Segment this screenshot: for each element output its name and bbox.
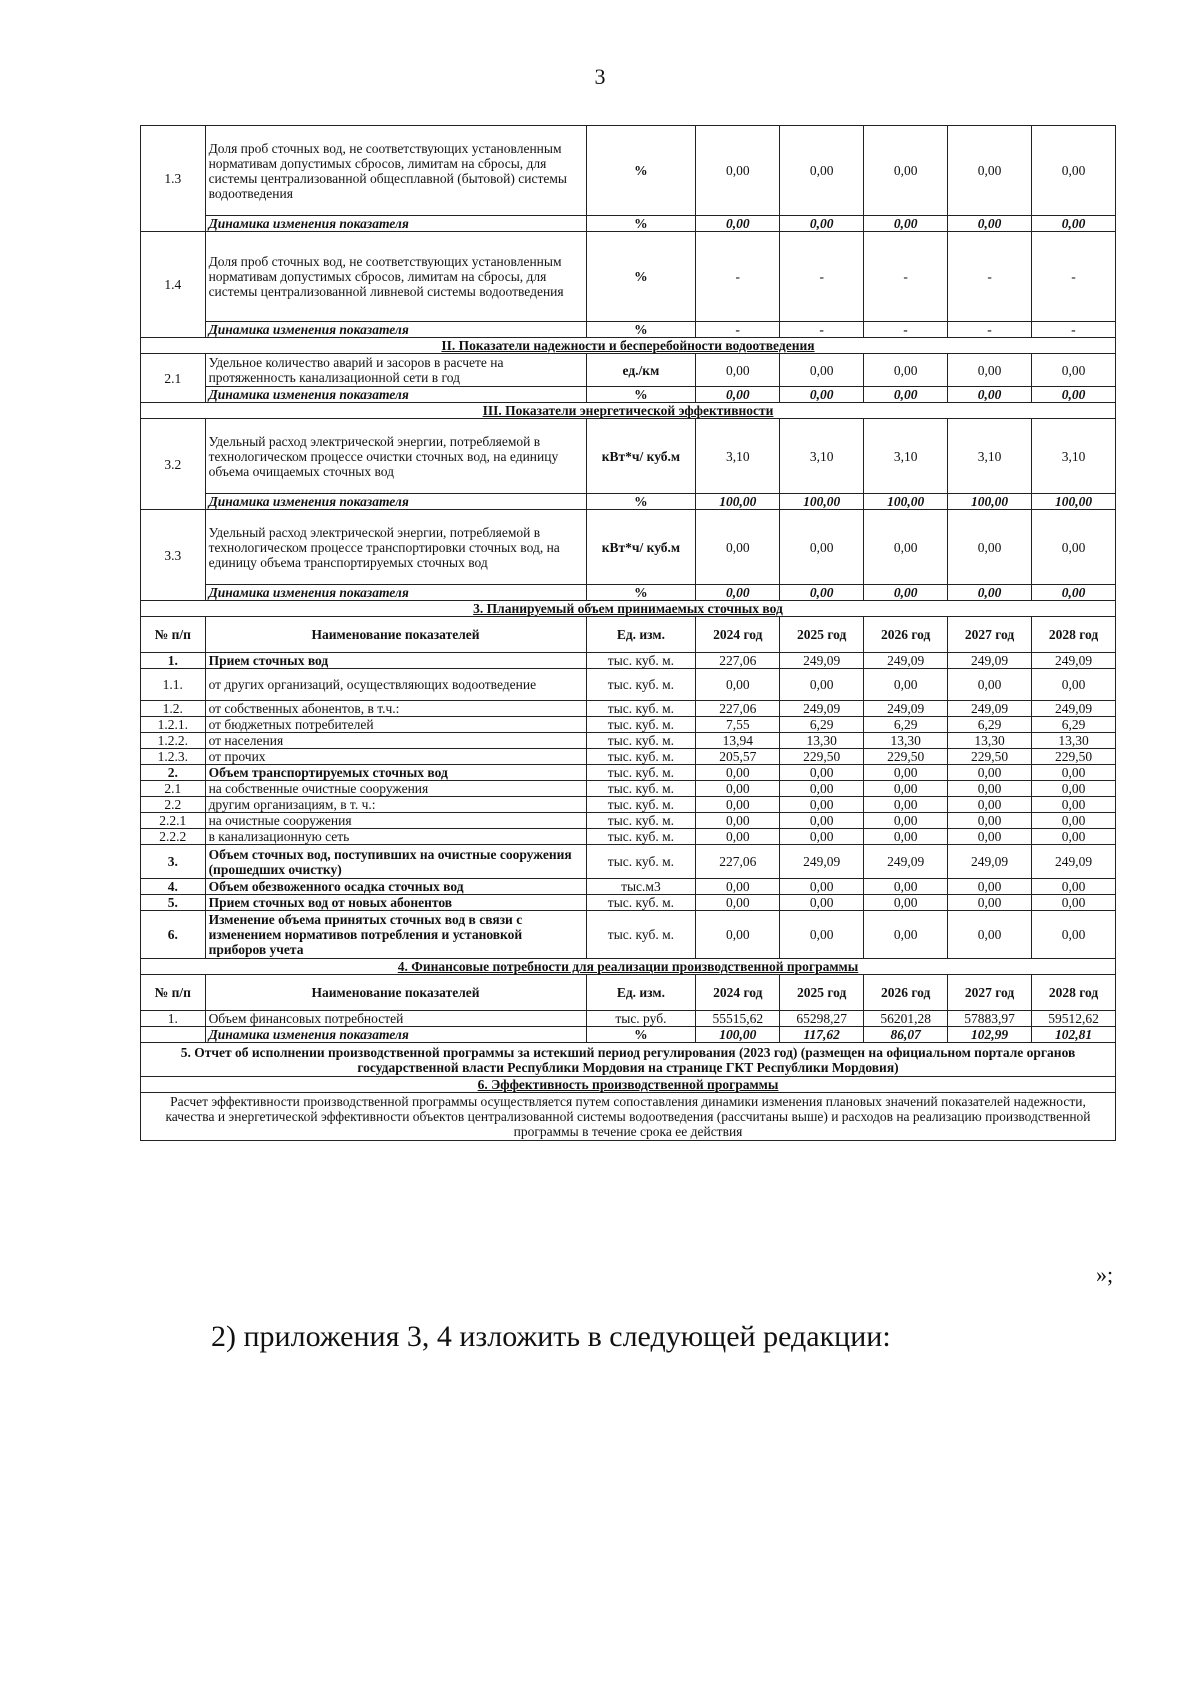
- indicator-name: Объем сточных вод, поступивших на очистные сооружения (прошедших очистку): [205, 845, 586, 879]
- dynamics-value: 0,00: [864, 216, 948, 232]
- row-number: 1.: [141, 653, 206, 669]
- value-cell: 0,00: [948, 813, 1032, 829]
- row-number: 2.2.1: [141, 813, 206, 829]
- volume-row: [141, 765, 1116, 781]
- value-cell: 0,00: [948, 797, 1032, 813]
- section-3-title-cell: III. Показатели энергетической эффективности: [141, 403, 1116, 419]
- unit-cell: %: [586, 585, 696, 601]
- indicator-name: Доля проб сточных вод, не соответствующих установленным нормативам допустимых сбросов, лимитам на сбросы, для системы централизованной общесплавной (бытовой) системы водоотведения: [205, 126, 586, 216]
- page-number: 3: [594, 64, 606, 89]
- value-cell: 0,00: [780, 765, 864, 781]
- row-number: 2.: [141, 765, 206, 781]
- dynamics-value: 0,00: [948, 585, 1032, 601]
- indicator-name: Доля проб сточных вод, не соответствующих установленным нормативам допустимых сбросов, лимитам на сбросы, для системы централизованной ливневой системы водоотведения: [205, 232, 586, 322]
- volume-row: [141, 781, 1116, 797]
- indicator-name: от населения: [205, 733, 586, 749]
- value-cell: 0,00: [948, 879, 1032, 895]
- row-number: 1.2.1.: [141, 717, 206, 733]
- value-cell: 0,00: [696, 781, 780, 797]
- value-cell: 249,09: [948, 653, 1032, 669]
- dynamics-value: 100,00: [696, 1027, 780, 1043]
- dynamics-value: -: [780, 322, 864, 338]
- value-cell: 0,00: [1032, 354, 1116, 387]
- value-cell: 0,00: [864, 829, 948, 845]
- dynamics-row: [141, 585, 1116, 601]
- value-cell: 249,09: [948, 845, 1032, 879]
- row-number: 3.: [141, 845, 206, 879]
- value-cell: 65298,27: [780, 1011, 864, 1027]
- volume-row: [141, 879, 1116, 895]
- header-year: 2027 год: [948, 975, 1032, 1011]
- value-cell: 56201,28: [864, 1011, 948, 1027]
- value-cell: 0,00: [1032, 797, 1116, 813]
- value-cell: 0,00: [1032, 911, 1116, 959]
- header-year: 2025 год: [780, 975, 864, 1011]
- unit-cell: тыс. куб. м.: [586, 717, 696, 733]
- section-volume-title: [141, 601, 1116, 617]
- dynamics-label: Динамика изменения показателя: [205, 387, 586, 403]
- dynamics-value: 0,00: [696, 585, 780, 601]
- dynamics-value: 0,00: [780, 387, 864, 403]
- indicator-name: в канализационную сеть: [205, 829, 586, 845]
- unit-cell: %: [586, 126, 696, 216]
- section-5-row: [141, 1043, 1116, 1077]
- section-2-title: [141, 338, 1116, 354]
- row-number: 1.2.2.: [141, 733, 206, 749]
- value-cell: -: [864, 232, 948, 322]
- value-cell: 0,00: [864, 669, 948, 701]
- value-cell: 0,00: [696, 126, 780, 216]
- value-cell: 59512,62: [1032, 1011, 1116, 1027]
- value-cell: 0,00: [780, 911, 864, 959]
- dynamics-value: 0,00: [696, 216, 780, 232]
- header-name: Наименование показателей: [205, 975, 586, 1011]
- value-cell: 0,00: [780, 126, 864, 216]
- value-cell: 3,10: [1032, 419, 1116, 494]
- header-row: [141, 975, 1116, 1011]
- unit-cell: тыс. руб.: [586, 1011, 696, 1027]
- dynamics-row: [141, 387, 1116, 403]
- value-cell: 55515,62: [696, 1011, 780, 1027]
- unit-cell: тыс. куб. м.: [586, 749, 696, 765]
- value-cell: 0,00: [864, 797, 948, 813]
- header-year: 2028 год: [1032, 617, 1116, 653]
- value-cell: 205,57: [696, 749, 780, 765]
- header-year: 2026 год: [864, 975, 948, 1011]
- value-cell: 3,10: [780, 419, 864, 494]
- value-cell: 13,30: [864, 733, 948, 749]
- indicator-name: от прочих: [205, 749, 586, 765]
- row-number: 3.2: [141, 419, 206, 510]
- value-cell: 0,00: [696, 813, 780, 829]
- value-cell: 0,00: [864, 354, 948, 387]
- value-cell: 13,30: [948, 733, 1032, 749]
- value-cell: 0,00: [780, 669, 864, 701]
- value-cell: 229,50: [864, 749, 948, 765]
- volume-row: [141, 717, 1116, 733]
- value-cell: 13,30: [1032, 733, 1116, 749]
- unit-cell: тыс. куб. м.: [586, 669, 696, 701]
- value-cell: 6,29: [948, 717, 1032, 733]
- indicators-table: [140, 125, 1116, 1141]
- value-cell: 0,00: [780, 510, 864, 585]
- unit-cell: %: [586, 216, 696, 232]
- header-year: 2025 год: [780, 617, 864, 653]
- volume-row: [141, 829, 1116, 845]
- finance-row: [141, 1011, 1116, 1027]
- indicator-name: Прием сточных вод: [205, 653, 586, 669]
- dynamics-value: 0,00: [1032, 387, 1116, 403]
- row-number: 3.3: [141, 510, 206, 601]
- value-cell: 0,00: [1032, 879, 1116, 895]
- volume-row: [141, 701, 1116, 717]
- header-year: 2027 год: [948, 617, 1032, 653]
- dynamics-value: 86,07: [864, 1027, 948, 1043]
- dynamics-value: 100,00: [696, 494, 780, 510]
- volume-row: [141, 911, 1116, 959]
- indicator-name: Изменение объема принятых сточных вод в связи с изменением нормативов потребления и установкой приборов учета: [205, 911, 586, 959]
- volume-row: [141, 669, 1116, 701]
- header-num: № п/п: [141, 975, 206, 1011]
- value-cell: 0,00: [1032, 813, 1116, 829]
- indicator-name: от бюджетных потребителей: [205, 717, 586, 733]
- value-cell: 0,00: [1032, 781, 1116, 797]
- closing-paragraph: 2) приложения 3, 4 изложить в следующей редакции:: [211, 1320, 891, 1353]
- dynamics-row: [141, 216, 1116, 232]
- value-cell: 249,09: [948, 701, 1032, 717]
- indicator-name: Объем финансовых потребностей: [205, 1011, 586, 1027]
- unit-cell: тыс. куб. м.: [586, 701, 696, 717]
- value-cell: 57883,97: [948, 1011, 1032, 1027]
- row-number: 1.2.3.: [141, 749, 206, 765]
- dynamics-value: 0,00: [864, 585, 948, 601]
- unit-cell: %: [586, 387, 696, 403]
- unit-cell: тыс. куб. м.: [586, 765, 696, 781]
- value-cell: 0,00: [1032, 765, 1116, 781]
- value-cell: 13,30: [780, 733, 864, 749]
- row-number: 2.1: [141, 781, 206, 797]
- volume-row: [141, 797, 1116, 813]
- dynamics-value: 100,00: [1032, 494, 1116, 510]
- value-cell: 0,00: [948, 669, 1032, 701]
- indicator-row: [141, 354, 1116, 387]
- unit-cell: %: [586, 232, 696, 322]
- dynamics-value: 0,00: [780, 585, 864, 601]
- indicator-name: Удельный расход электрической энергии, потребляемой в технологическом процессе очистки сточных вод, на единицу объема очищаемых сточных вод: [205, 419, 586, 494]
- header-year: 2026 год: [864, 617, 948, 653]
- dynamics-value: -: [864, 322, 948, 338]
- empty-cell: [141, 1027, 206, 1043]
- indicator-row: [141, 232, 1116, 322]
- dynamics-label: Динамика изменения показателя: [205, 322, 586, 338]
- section-volume-title-cell: 3. Планируемый объем принимаемых сточных вод: [141, 601, 1116, 617]
- volume-row: [141, 845, 1116, 879]
- value-cell: 0,00: [948, 911, 1032, 959]
- value-cell: 0,00: [696, 879, 780, 895]
- section-finance-title: [141, 959, 1116, 975]
- value-cell: 6,29: [1032, 717, 1116, 733]
- value-cell: 0,00: [696, 797, 780, 813]
- indicator-name: на собственные очистные сооружения: [205, 781, 586, 797]
- value-cell: 249,09: [864, 701, 948, 717]
- value-cell: 0,00: [864, 879, 948, 895]
- value-cell: 13,94: [696, 733, 780, 749]
- section-2-title-cell: II. Показатели надежности и бесперебойности водоотведения: [141, 338, 1116, 354]
- dynamics-value: 102,81: [1032, 1027, 1116, 1043]
- volume-row: [141, 653, 1116, 669]
- volume-row: [141, 749, 1116, 765]
- value-cell: 0,00: [864, 765, 948, 781]
- value-cell: 3,10: [948, 419, 1032, 494]
- unit-cell: кВт*ч/ куб.м: [586, 419, 696, 494]
- section-6-text: Расчет эффективности производственной программы осуществляется путем сопоставления динамики изменения плановых значений показателей надежности, качества и энергетической эффективности объектов централизованной системы водоотведения (рассчитаны выше) и расходов на реализацию производственной программы в течение срока ее действия: [141, 1093, 1116, 1141]
- value-cell: 249,09: [864, 845, 948, 879]
- row-number: 1.2.: [141, 701, 206, 717]
- value-cell: 0,00: [696, 354, 780, 387]
- unit-cell: тыс. куб. м.: [586, 911, 696, 959]
- unit-cell: тыс. куб. м.: [586, 653, 696, 669]
- value-cell: 0,00: [864, 895, 948, 911]
- section-6-title-cell: 6. Эффективность производственной программы: [141, 1077, 1116, 1093]
- value-cell: 0,00: [780, 895, 864, 911]
- indicator-row: [141, 510, 1116, 585]
- value-cell: 0,00: [864, 813, 948, 829]
- unit-cell: %: [586, 494, 696, 510]
- value-cell: 249,09: [780, 701, 864, 717]
- value-cell: 249,09: [780, 845, 864, 879]
- value-cell: 0,00: [1032, 510, 1116, 585]
- value-cell: 3,10: [696, 419, 780, 494]
- dynamics-value: 102,99: [948, 1027, 1032, 1043]
- value-cell: 249,09: [780, 653, 864, 669]
- value-cell: 0,00: [948, 829, 1032, 845]
- volume-row: [141, 813, 1116, 829]
- value-cell: 0,00: [696, 829, 780, 845]
- dynamics-value: 0,00: [948, 387, 1032, 403]
- value-cell: 0,00: [864, 911, 948, 959]
- dynamics-value: 100,00: [948, 494, 1032, 510]
- indicator-row: [141, 419, 1116, 494]
- unit-cell: тыс. куб. м.: [586, 895, 696, 911]
- value-cell: 0,00: [780, 879, 864, 895]
- value-cell: 229,50: [948, 749, 1032, 765]
- value-cell: 0,00: [948, 895, 1032, 911]
- dynamics-label: Динамика изменения показателя: [205, 216, 586, 232]
- dynamics-value: -: [1032, 322, 1116, 338]
- value-cell: -: [1032, 232, 1116, 322]
- row-number: 1.: [141, 1011, 206, 1027]
- indicator-name: Удельный расход электрической энергии, потребляемой в технологическом процессе транспортировки сточных вод, на единицу объема транспортируемых сточных вод: [205, 510, 586, 585]
- dynamics-value: 100,00: [864, 494, 948, 510]
- dynamics-value: -: [948, 322, 1032, 338]
- value-cell: 0,00: [1032, 126, 1116, 216]
- dynamics-value: 0,00: [1032, 216, 1116, 232]
- indicator-row: [141, 126, 1116, 216]
- dynamics-label: Динамика изменения показателя: [205, 585, 586, 601]
- unit-cell: %: [586, 1027, 696, 1043]
- value-cell: 0,00: [780, 781, 864, 797]
- value-cell: 6,29: [864, 717, 948, 733]
- section-6-title: [141, 1077, 1116, 1093]
- unit-cell: тыс. куб. м.: [586, 829, 696, 845]
- value-cell: 227,06: [696, 845, 780, 879]
- value-cell: 0,00: [1032, 829, 1116, 845]
- row-number: 2.2: [141, 797, 206, 813]
- value-cell: 227,06: [696, 653, 780, 669]
- row-number: 1.4: [141, 232, 206, 338]
- dynamics-value: 0,00: [1032, 585, 1116, 601]
- unit-cell: тыс. куб. м.: [586, 813, 696, 829]
- value-cell: 0,00: [696, 765, 780, 781]
- finance-dynamics-row: [141, 1027, 1116, 1043]
- indicator-name: Объем обезвоженного осадка сточных вод: [205, 879, 586, 895]
- value-cell: 0,00: [864, 510, 948, 585]
- value-cell: 229,50: [780, 749, 864, 765]
- dynamics-value: 0,00: [696, 387, 780, 403]
- unit-cell: тыс.м3: [586, 879, 696, 895]
- unit-cell: кВт*ч/ куб.м: [586, 510, 696, 585]
- value-cell: 249,09: [1032, 653, 1116, 669]
- dynamics-value: 100,00: [780, 494, 864, 510]
- indicator-name: Удельное количество аварий и засоров в расчете на протяженность канализационной сети в год: [205, 354, 586, 387]
- header-name: Наименование показателей: [205, 617, 586, 653]
- value-cell: 0,00: [948, 781, 1032, 797]
- value-cell: 0,00: [948, 765, 1032, 781]
- section-3-title: [141, 403, 1116, 419]
- value-cell: 7,55: [696, 717, 780, 733]
- value-cell: 0,00: [696, 895, 780, 911]
- dynamics-row: [141, 494, 1116, 510]
- dynamics-value: 0,00: [780, 216, 864, 232]
- closing-quote-mark: »;: [1096, 1262, 1114, 1287]
- value-cell: 0,00: [780, 813, 864, 829]
- unit-cell: ед./км: [586, 354, 696, 387]
- row-number: 2.2.2: [141, 829, 206, 845]
- section-finance-title-cell: 4. Финансовые потребности для реализации производственной программы: [141, 959, 1116, 975]
- value-cell: 249,09: [1032, 701, 1116, 717]
- dynamics-value: -: [696, 322, 780, 338]
- volume-row: [141, 895, 1116, 911]
- unit-cell: тыс. куб. м.: [586, 781, 696, 797]
- indicator-name: Прием сточных вод от новых абонентов: [205, 895, 586, 911]
- value-cell: 6,29: [780, 717, 864, 733]
- value-cell: 0,00: [780, 797, 864, 813]
- row-number: 4.: [141, 879, 206, 895]
- row-number: 1.1.: [141, 669, 206, 701]
- value-cell: 227,06: [696, 701, 780, 717]
- value-cell: 0,00: [948, 354, 1032, 387]
- value-cell: 0,00: [696, 911, 780, 959]
- section-6-row: [141, 1093, 1116, 1141]
- row-number: 5.: [141, 895, 206, 911]
- indicator-name: от других организаций, осуществляющих водоотведение: [205, 669, 586, 701]
- header-year: 2024 год: [696, 617, 780, 653]
- value-cell: -: [780, 232, 864, 322]
- header-unit: Ед. изм.: [586, 617, 696, 653]
- value-cell: -: [696, 232, 780, 322]
- section-5-text: 5. Отчет об исполнении производственной программы за истекший период регулирования (2023 год) (размещен на официальном портале органов государственной власти Республики Мордовия на странице ГКТ Республики Мордовия): [141, 1043, 1116, 1077]
- value-cell: 3,10: [864, 419, 948, 494]
- header-num: № п/п: [141, 617, 206, 653]
- value-cell: 0,00: [948, 126, 1032, 216]
- dynamics-value: 0,00: [948, 216, 1032, 232]
- indicator-name: от собственных абонентов, в т.ч.:: [205, 701, 586, 717]
- value-cell: 0,00: [780, 829, 864, 845]
- value-cell: 0,00: [1032, 669, 1116, 701]
- value-cell: 249,09: [1032, 845, 1116, 879]
- value-cell: 229,50: [1032, 749, 1116, 765]
- dynamics-value: 0,00: [864, 387, 948, 403]
- row-number: 1.3: [141, 126, 206, 232]
- value-cell: 0,00: [864, 126, 948, 216]
- dynamics-label: Динамика изменения показателя: [205, 494, 586, 510]
- row-number: 6.: [141, 911, 206, 959]
- volume-row: [141, 733, 1116, 749]
- dynamics-row: [141, 322, 1116, 338]
- header-year: 2028 год: [1032, 975, 1116, 1011]
- indicator-name: на очистные сооружения: [205, 813, 586, 829]
- value-cell: 0,00: [948, 510, 1032, 585]
- value-cell: 0,00: [696, 510, 780, 585]
- value-cell: 0,00: [1032, 895, 1116, 911]
- header-row: [141, 617, 1116, 653]
- unit-cell: %: [586, 322, 696, 338]
- row-number: 2.1: [141, 354, 206, 403]
- value-cell: 249,09: [864, 653, 948, 669]
- value-cell: 0,00: [696, 669, 780, 701]
- indicator-name: Объем транспортируемых сточных вод: [205, 765, 586, 781]
- value-cell: 0,00: [780, 354, 864, 387]
- header-year: 2024 год: [696, 975, 780, 1011]
- indicator-name: другим организациям, в т. ч.:: [205, 797, 586, 813]
- unit-cell: тыс. куб. м.: [586, 733, 696, 749]
- unit-cell: тыс. куб. м.: [586, 845, 696, 879]
- value-cell: -: [948, 232, 1032, 322]
- header-unit: Ед. изм.: [586, 975, 696, 1011]
- dynamics-label: Динамика изменения показателя: [205, 1027, 586, 1043]
- dynamics-value: 117,62: [780, 1027, 864, 1043]
- unit-cell: тыс. куб. м.: [586, 797, 696, 813]
- value-cell: 0,00: [864, 781, 948, 797]
